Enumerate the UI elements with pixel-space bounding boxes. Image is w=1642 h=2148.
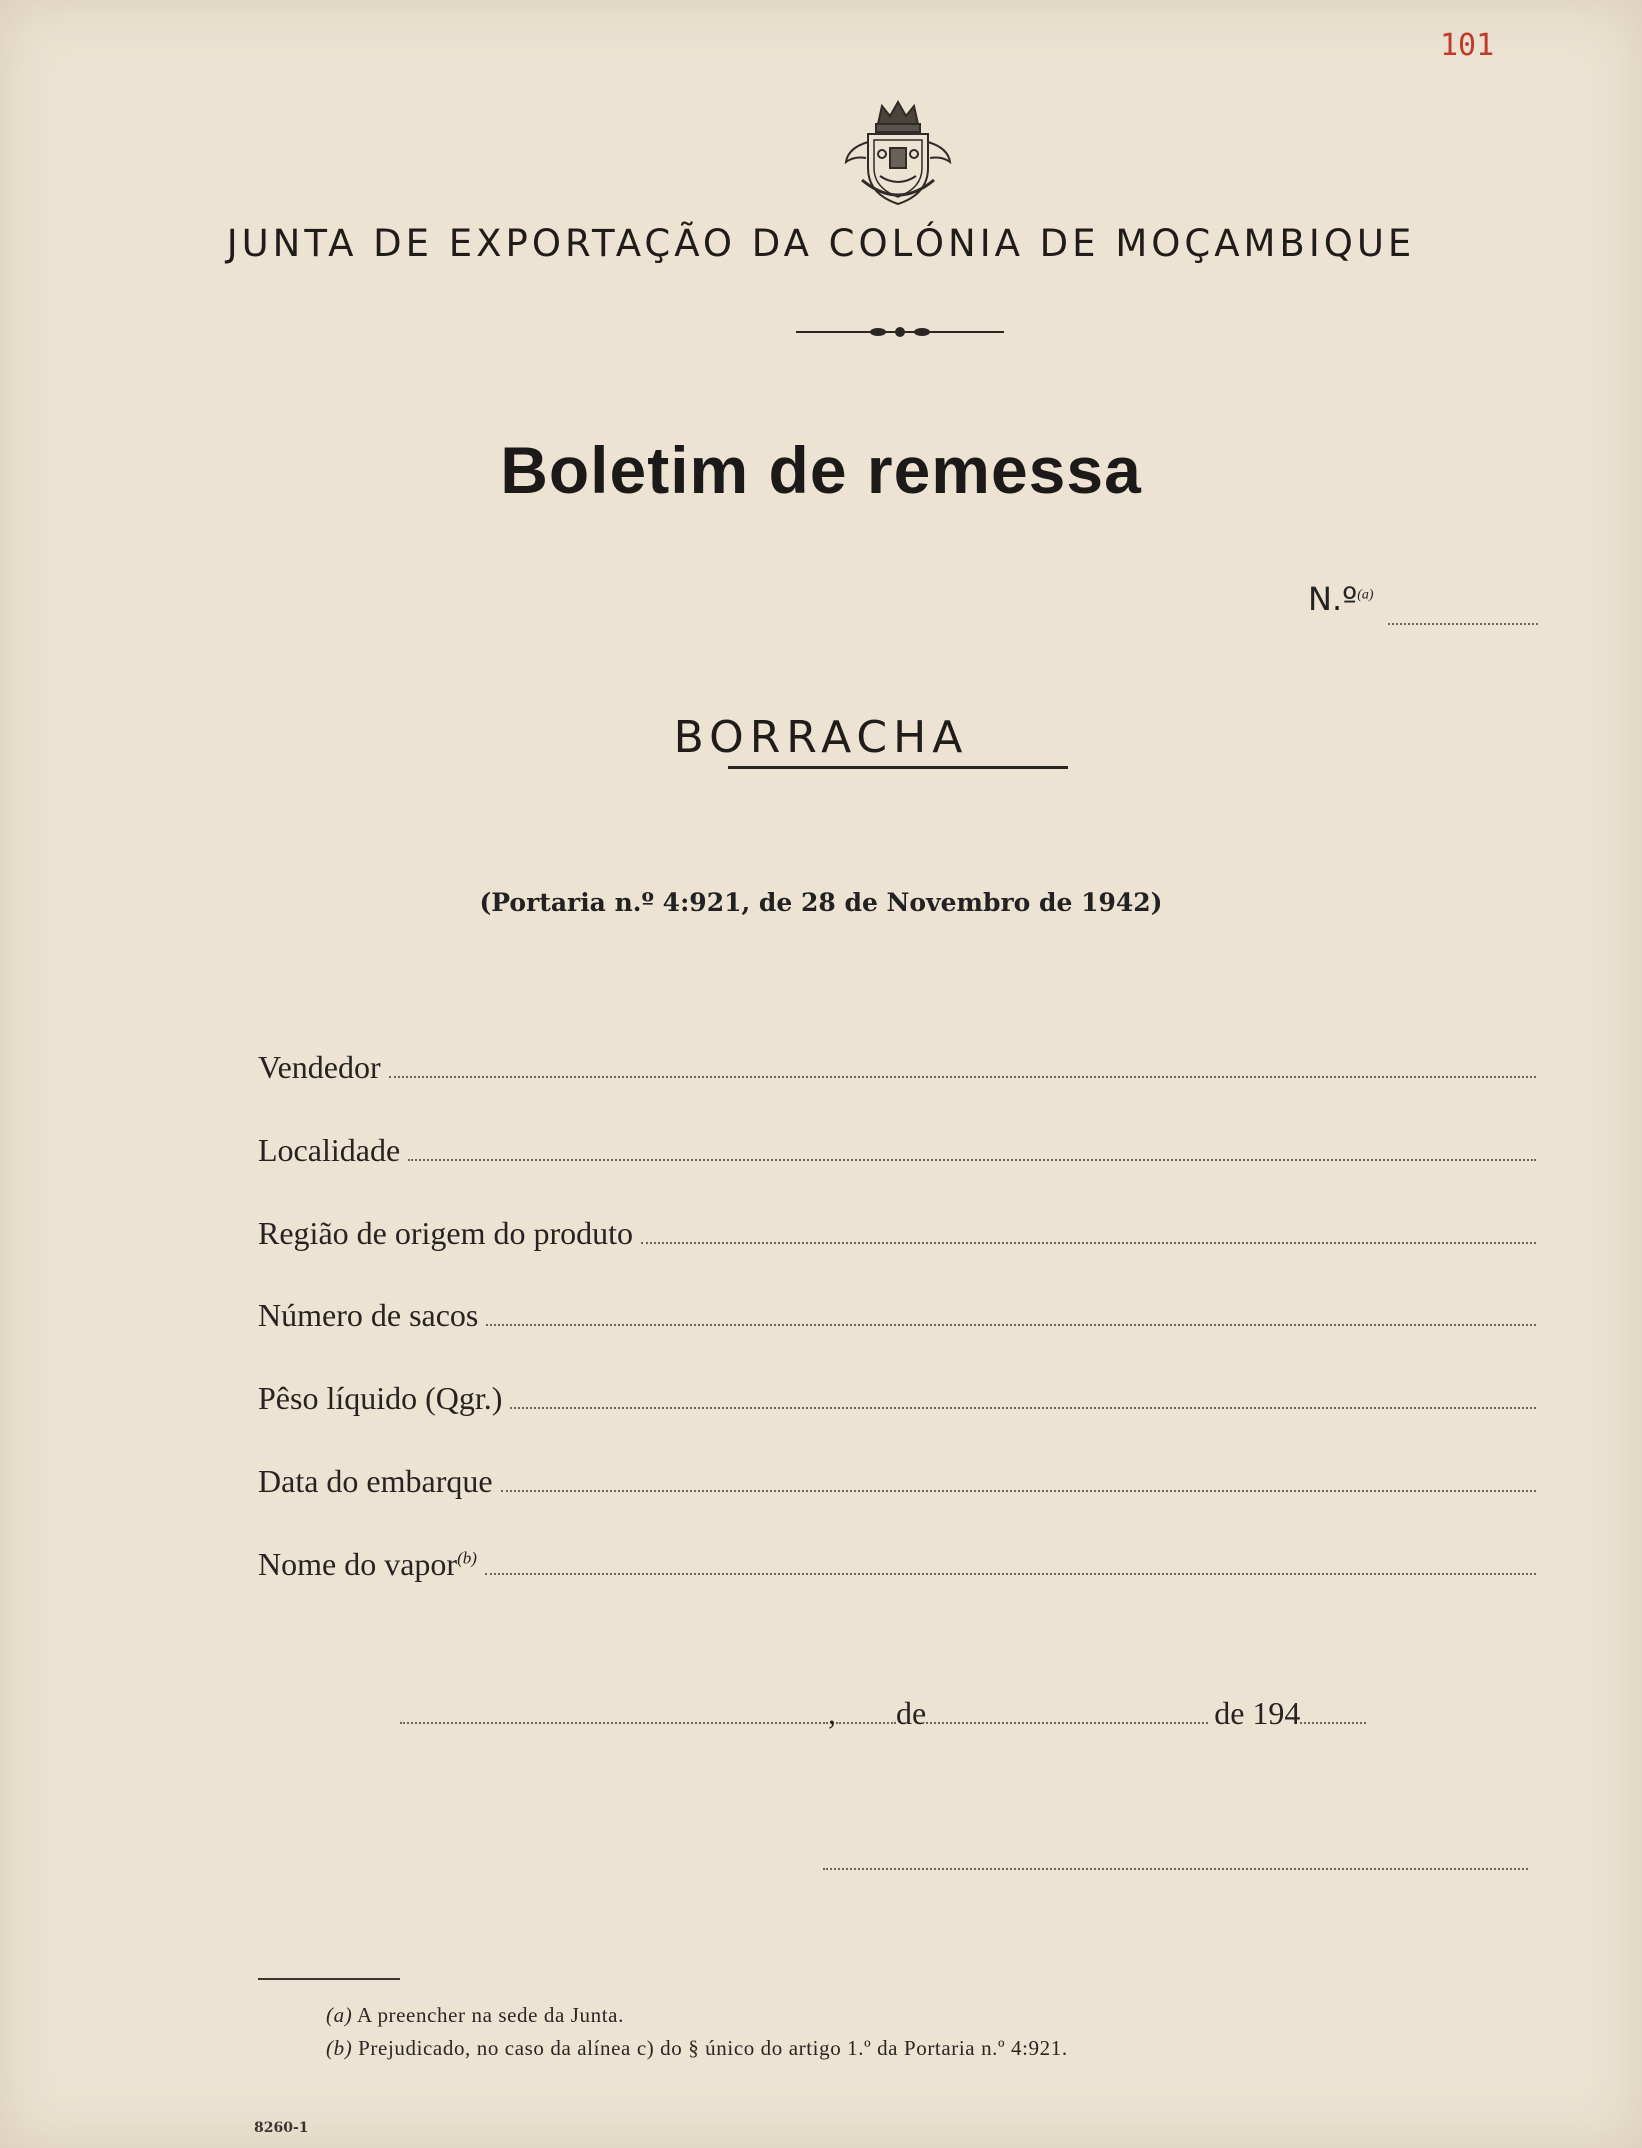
field-numero-sacos xyxy=(258,1284,1536,1334)
field-label: Número de sacos xyxy=(258,1297,479,1333)
numero-note: (a) xyxy=(1357,587,1374,603)
footnote-mark: (a) xyxy=(326,2003,353,2027)
fill-line[interactable] xyxy=(501,1490,1536,1492)
numero-text: N.º xyxy=(1308,580,1358,618)
month-blank[interactable] xyxy=(926,1722,1208,1724)
document-title: Boletim de remessa xyxy=(500,433,1142,507)
field-label: Data do embarque xyxy=(258,1463,493,1499)
field-regiao-origem xyxy=(258,1202,1536,1252)
fill-line[interactable] xyxy=(510,1407,1536,1409)
field-label-text: Nome do vapor xyxy=(258,1546,458,1582)
print-code: 8260-1 xyxy=(254,2120,309,2136)
field-label: Região de origem do produto xyxy=(258,1215,634,1251)
fill-line[interactable] xyxy=(641,1242,1536,1244)
fill-line[interactable] xyxy=(485,1573,1536,1575)
coat-of-arms-icon xyxy=(838,98,958,210)
date-de: de xyxy=(896,1695,927,1731)
field-vendedor xyxy=(258,1036,1536,1086)
signature-line[interactable] xyxy=(823,1868,1528,1870)
ornament-divider xyxy=(796,322,1004,342)
footnote-text: Prejudicado, no caso da alínea c) do § único do artigo 1.º da Portaria n.º 4:921. xyxy=(352,2036,1068,2060)
day-blank[interactable] xyxy=(836,1722,896,1724)
field-data-embarque xyxy=(258,1450,1536,1500)
field-localidade xyxy=(258,1119,1536,1169)
year-blank[interactable] xyxy=(1300,1722,1366,1724)
field-note: (b) xyxy=(457,1548,477,1568)
fill-line[interactable] xyxy=(408,1159,1536,1161)
portaria-reference: (Portaria n.º 4:921, de 28 de Novembro de 1942) xyxy=(479,888,1163,917)
numero-label xyxy=(1308,580,1374,618)
field-label: Localidade xyxy=(258,1132,401,1168)
date-year-prefix: de 194 xyxy=(1214,1695,1301,1731)
field-label xyxy=(258,1546,477,1583)
fill-line[interactable] xyxy=(486,1324,1536,1326)
field-label: Vendedor xyxy=(258,1049,381,1085)
footnote-text: A preencher na sede da Junta. xyxy=(352,2003,624,2027)
product-heading: BORRACHA xyxy=(673,712,969,763)
footnote-a xyxy=(326,2003,624,2028)
heading-underline xyxy=(728,766,1068,769)
footnote-mark: (b) xyxy=(326,2036,353,2060)
field-nome-vapor xyxy=(258,1533,1536,1583)
date-comma: , xyxy=(828,1695,836,1731)
organization-name: JUNTA DE EXPORTAÇÃO DA COLÓNIA DE MOÇAMBIQUE xyxy=(226,222,1416,265)
footnote-b xyxy=(326,2036,1068,2061)
numero-field[interactable] xyxy=(1388,623,1538,625)
page-number: 101 xyxy=(1440,28,1495,63)
place-date-line xyxy=(400,1686,1395,1732)
field-peso-liquido xyxy=(258,1367,1536,1417)
field-label: Pêso líquido (Qgr.) xyxy=(258,1380,503,1416)
footnote-rule xyxy=(258,1978,400,1980)
place-blank[interactable] xyxy=(400,1722,828,1724)
fill-line[interactable] xyxy=(389,1076,1536,1078)
